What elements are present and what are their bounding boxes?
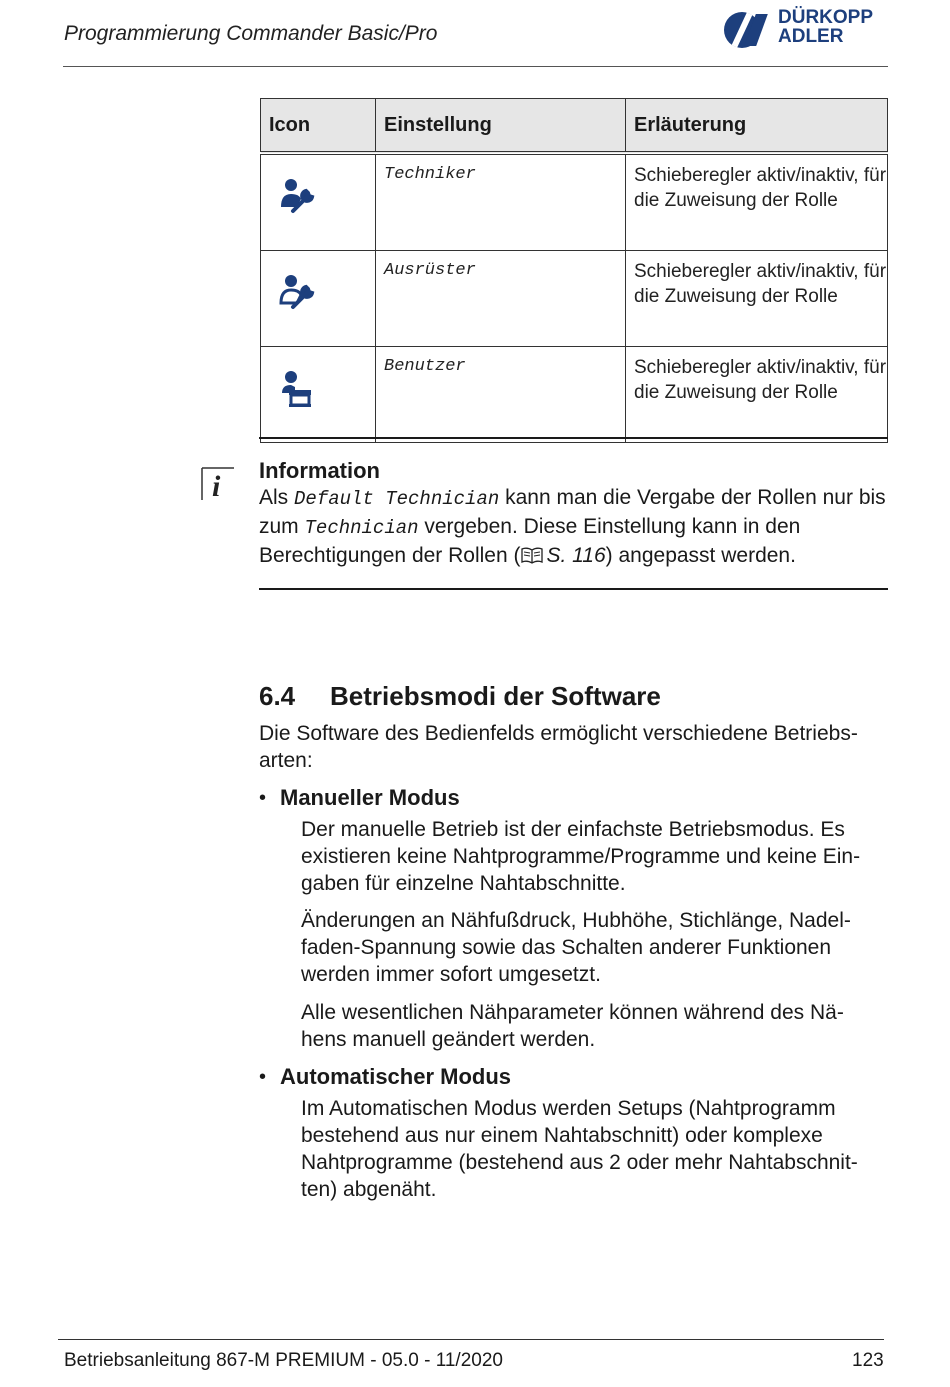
setting-cell: Benutzer [376, 347, 626, 443]
icon-cell [261, 347, 376, 443]
bullet-marker: • [259, 787, 267, 809]
column-header-setting: Einstellung [376, 99, 626, 154]
explanation-cell: Schieberegler aktiv/inaktiv, für die Zuweisung der Rolle [626, 347, 888, 443]
manual-paragraph-3 [301, 999, 901, 1053]
table-row [261, 347, 888, 443]
book-icon [521, 546, 543, 564]
logo-line-1: DÜRKOPP [778, 7, 874, 28]
roles-table [260, 98, 888, 443]
setting-cell: Techniker [376, 153, 626, 251]
info-text-part: Als [259, 486, 295, 509]
setting-name-default-technician: Default Technician [294, 488, 500, 510]
table-row [261, 153, 888, 251]
footer-document-title: Betriebsanleitung 867-M PREMIUM - 05.0 - 11/2020 [64, 1350, 503, 1371]
text-line: existieren keine Nahtprogramme/Programme und keine Ein- [301, 845, 861, 868]
text-line: hens manuell geändert werden. [301, 1028, 596, 1051]
info-bottom-rule [259, 588, 888, 590]
info-text [259, 484, 889, 570]
outfitter-icon [279, 273, 319, 313]
column-header-explanation: Erläuterung [626, 99, 888, 154]
bullet-title-automatic: Automatischer Modus [280, 1064, 512, 1089]
info-title: Information [259, 458, 380, 483]
info-text-part: vergeben. Diese Einstellung kann in den Berechtigungen der Rollen ( [259, 515, 801, 567]
text-line: Alle wesentlichen Nähparameter können während des Nä- [301, 1001, 844, 1024]
bullet-marker: • [259, 1066, 267, 1088]
user-icon [279, 369, 319, 409]
header-divider [63, 66, 888, 67]
table-row [261, 251, 888, 347]
setting-name-technician: Technician [304, 517, 419, 539]
intro-line: arten: [259, 749, 313, 772]
logo-line-2: ADLER [778, 26, 844, 47]
text-line: Nahtprogramme (bestehend aus 2 oder mehr Nahtabschnit- [301, 1151, 858, 1174]
header-title: Programmierung Commander Basic/Pro [64, 22, 438, 45]
info-text-part: kann man die Vergabe der Rollen nur bis zum [259, 486, 886, 538]
column-header-icon: Icon [261, 99, 376, 154]
icon-cell [261, 251, 376, 347]
manual-paragraph-1 [301, 816, 901, 897]
section-number: 6.4 [259, 681, 296, 711]
technician-icon [279, 177, 319, 217]
automatic-paragraph-1 [301, 1095, 901, 1203]
text-line: Der manuelle Betrieb ist der einfachste Betriebsmodus. Es [301, 818, 845, 841]
brand-logo [722, 8, 892, 52]
manual-paragraph-2 [301, 907, 901, 988]
info-text-part: ) angepasst werden. [605, 544, 796, 567]
logo-mark-icon [722, 8, 774, 52]
section-title: Betriebsmodi der Software [330, 681, 661, 711]
text-line: faden-Spannung sowie das Schalten anderer Funktionen [301, 936, 832, 959]
logo-text [778, 8, 873, 46]
setting-cell: Ausrüster [376, 251, 626, 347]
intro-line: Die Software des Bedienfelds ermöglicht verschiedene Betriebs- [259, 722, 858, 745]
text-line: Im Automatischen Modus werden Setups (Nahtprogramm [301, 1097, 836, 1120]
bullet-title-manual: Manueller Modus [280, 785, 460, 810]
info-icon [200, 466, 236, 502]
text-line: Änderungen an Nähfußdruck, Hubhöhe, Stichlänge, Nadel- [301, 909, 851, 932]
text-line: ten) abgenäht. [301, 1178, 437, 1201]
footer-divider [58, 1339, 884, 1340]
explanation-cell: Schieberegler aktiv/inaktiv, für die Zuweisung der Rolle [626, 153, 888, 251]
text-line: bestehend aus nur einem Nahtabschnitt) oder komplexe [301, 1124, 823, 1147]
page-number: 123 [852, 1350, 884, 1371]
section-intro [259, 720, 899, 774]
page-reference-link[interactable]: S. 116 [546, 544, 606, 567]
table-header-row [261, 99, 888, 154]
explanation-cell: Schieberegler aktiv/inaktiv, für die Zuweisung der Rolle [626, 251, 888, 347]
info-top-rule [259, 437, 888, 439]
text-line: gaben für einzelne Nahtabschnitte. [301, 872, 626, 895]
text-line: werden immer sofort umgesetzt. [301, 963, 601, 986]
svg-text:i: i [212, 470, 221, 502]
icon-cell [261, 153, 376, 251]
